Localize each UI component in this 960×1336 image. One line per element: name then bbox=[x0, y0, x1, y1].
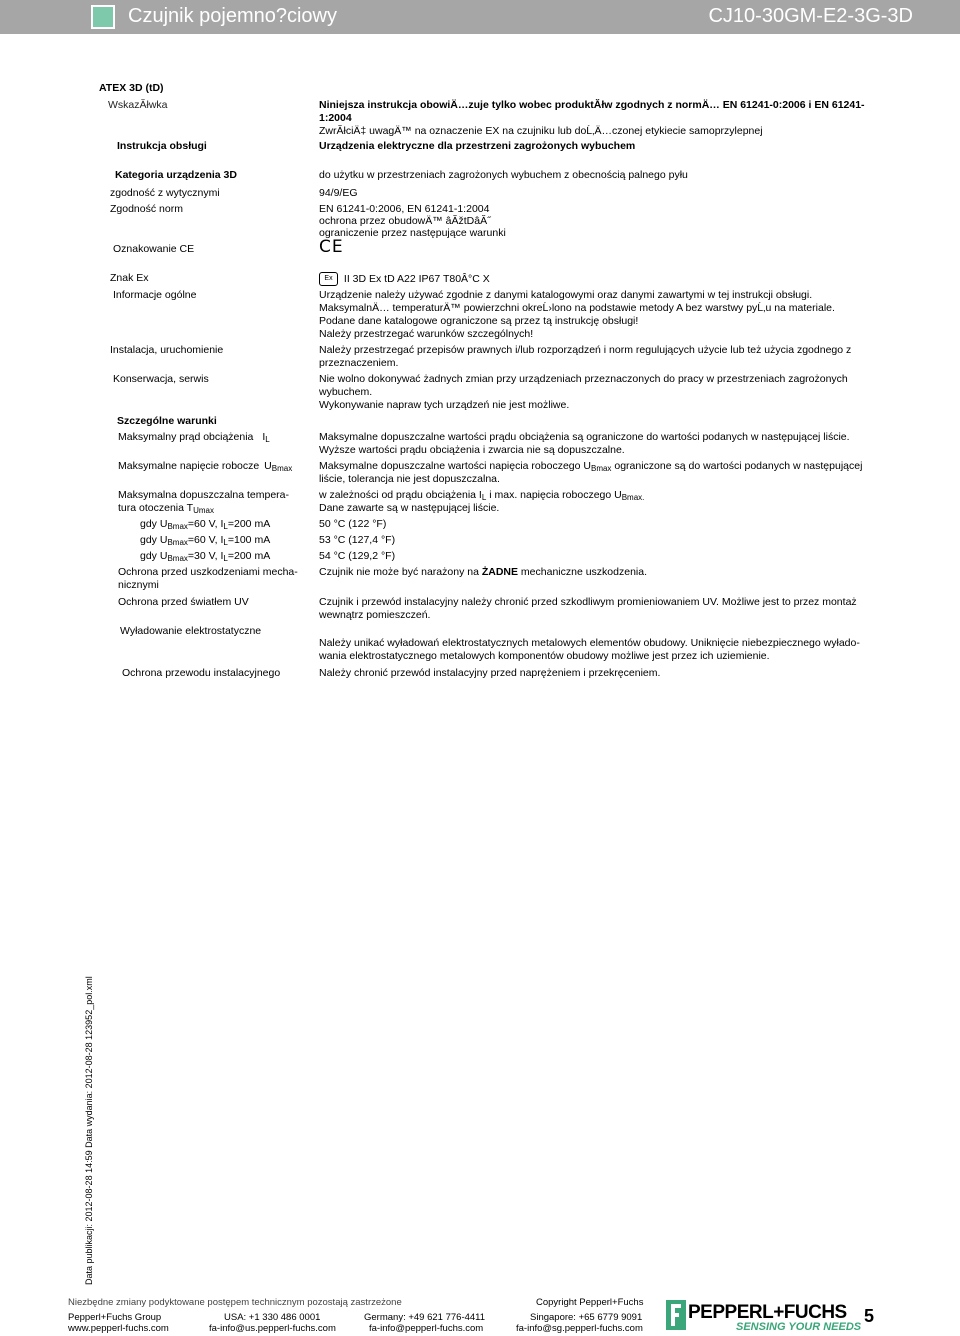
special-title: Szczególne warunki bbox=[117, 415, 217, 427]
konserwacja-value-1: Nie wolno dokonywać żadnych zmian przy urządzeniach przeznaczonych do pracy w przestrzeniach zagrożonych bbox=[319, 373, 848, 385]
ce-label: Oznakowanie CE bbox=[113, 243, 195, 255]
napiecie-value-1: Maksymalne dopuszczalne wartości napięcia roboczego UBmax ograniczone są do wartości podanych w następującej bbox=[319, 460, 863, 473]
instalacja-value-2: przeznaczeniem. bbox=[319, 357, 399, 369]
wskazowka-value-2: 1:2004 bbox=[319, 112, 352, 124]
footer-singapore-mail[interactable]: fa-info@sg.pepperl-fuchs.com bbox=[516, 1323, 643, 1334]
esd-value-1: Należy unikać wyładowań elektrostatycznych metalowych elementów obudowy. Uniknięcie niebezpiecznego wyłado- bbox=[319, 637, 860, 649]
wskazowka-label: WskazĂłwka bbox=[108, 99, 168, 111]
footer-copyright: Copyright Pepperl+Fuchs bbox=[536, 1297, 644, 1308]
condition-row-1-value: 50 °C (122 °F) bbox=[319, 518, 387, 530]
temp-label-2: tura otoczenia TUmax bbox=[118, 502, 214, 515]
logo-tagline: SENSING YOUR NEEDS bbox=[736, 1321, 862, 1333]
zgodnosc-norm-value-3: ograniczenie przez następujące warunki bbox=[319, 227, 506, 239]
mech-label-2: nicznymi bbox=[118, 579, 159, 591]
condition-row-2-value: 53 °C (127,4 °F) bbox=[319, 534, 396, 546]
zgodnosc-wyt-value: 94/9/EG bbox=[319, 187, 358, 199]
condition-row-1-label: gdy UBmax=60 V, IL=200 mA bbox=[140, 518, 271, 531]
esd-label: Wyładowanie elektrostatyczne bbox=[120, 625, 262, 637]
konserwacja-label: Konserwacja, serwis bbox=[113, 373, 209, 385]
document-title: Czujnik pojemno?ciowy bbox=[128, 5, 337, 27]
temp-value-1: w zależności od prądu obciążenia IL i max. napięcia roboczego UBmax. bbox=[319, 489, 645, 502]
instrukcja-value: Urządzenia elektryczne dla przestrzeni zagrożonych wybuchem bbox=[319, 140, 636, 152]
kategoria-value: do użytku w przestrzeniach zagrożonych wybuchem z obecnością palnego pyłu bbox=[319, 169, 688, 181]
konserwacja-value-2: wybuchem. bbox=[319, 386, 373, 398]
temp-label-1: Maksymalna dopuszczalna tempera- bbox=[118, 489, 289, 501]
footer-changes: Niezbędne zmiany podyktowane postępem technicznym pozostają zastrzeżone bbox=[68, 1297, 402, 1308]
konserwacja-value-3: Wykonywanie napraw tych urządzeń nie jest możliwe. bbox=[319, 399, 570, 411]
instalacja-label: Instalacja, uruchomienie bbox=[110, 344, 224, 356]
header-bar bbox=[0, 0, 960, 34]
uv-value-2: wewnątrz pomieszczeń. bbox=[319, 609, 431, 621]
section-title: ATEX 3D (tD) bbox=[99, 82, 164, 94]
uv-label: Ochrona przed światłem UV bbox=[118, 596, 249, 608]
wskazowka-value: Niniejsza instrukcja obowiÄ…zuje tylko wobec produktĂłw zgodnych z normÄ… EN 61241-0:2006 i EN 61241- bbox=[319, 99, 865, 111]
footer-germany-mail[interactable]: fa-info@pepperl-fuchs.com bbox=[369, 1323, 484, 1334]
header-square-icon bbox=[91, 5, 115, 29]
footer-usa-phone: USA: +1 330 486 0001 bbox=[224, 1312, 321, 1323]
zgodnosc-norm-value-1: EN 61241-0:2006, EN 61241-1:2004 bbox=[319, 203, 490, 215]
condition-row-3-value: 54 °C (129,2 °F) bbox=[319, 550, 396, 562]
ex-value: II 3D Ex tD A22 IP67 T80Â°C X bbox=[343, 272, 490, 285]
zgodnosc-wyt-label: zgodność z wytycznymi bbox=[110, 187, 220, 199]
footer-usa-mail[interactable]: fa-info@us.pepperl-fuchs.com bbox=[209, 1323, 336, 1334]
pepperl-fuchs-logo-icon bbox=[666, 1300, 686, 1330]
info-label: Informacje ogólne bbox=[113, 289, 197, 301]
publication-metadata: Data publikacji: 2012-08-28 14:59 Data wydania: 2012-08-28 123952_pol.xml bbox=[84, 976, 94, 1285]
info-value-1: Urządzenie należy używać zgodnie z danymi katalogowymi oraz danymi zawartymi w tej instrukcji obsługi. bbox=[319, 289, 813, 301]
ce-mark-icon: CE bbox=[319, 237, 344, 257]
footer-singapore-phone: Singapore: +65 6779 9091 bbox=[530, 1312, 643, 1323]
prad-label: Maksymalny prąd obciążenia IL bbox=[118, 431, 270, 444]
prad-value-2: Wyższe wartości prądu obciążenia i zwarcia nie są dopuszczalne. bbox=[319, 444, 625, 456]
page-number: 5 bbox=[864, 1306, 875, 1326]
prad-value-1: Maksymalne dopuszczalne wartości prądu obciążenia są ograniczone do wartości podanych w następującej liście. bbox=[319, 431, 850, 443]
ex-hexagon-icon: Ex bbox=[319, 272, 338, 286]
wskazowka-value-3: ZwrĂłciÄ‡ uwagÄ™ na oznaczenie EX na czujniku lub doĹ‚Ä…czonej etykiecie samoprzylepnej bbox=[319, 125, 763, 137]
napiecie-value-2: liście, tolerancja nie jest dopuszczalna. bbox=[319, 473, 500, 485]
footer-group: Pepperl+Fuchs Group bbox=[68, 1312, 162, 1323]
condition-row-2-label: gdy UBmax=60 V, IL=100 mA bbox=[140, 534, 271, 547]
logo-wordmark: PEPPERL+FUCHS bbox=[688, 1302, 847, 1323]
kategoria-label: Kategoria urządzenia 3D bbox=[115, 169, 237, 181]
cable-label: Ochrona przewodu instalacyjnego bbox=[122, 667, 281, 679]
condition-row-3-label: gdy UBmax=30 V, IL=200 mA bbox=[140, 550, 271, 563]
footer-web-link[interactable]: www.pepperl-fuchs.com bbox=[68, 1323, 169, 1334]
info-value-3: Podane dane katalogowe ograniczone są przez tą instrukcję obsługi! bbox=[319, 315, 639, 327]
mech-label-1: Ochrona przed uszkodzeniami mecha- bbox=[118, 566, 298, 578]
ex-mark bbox=[319, 272, 490, 286]
instalacja-value-1: Należy przestrzegać przepisów prawnych i/lub rozporządzeń i norm regulujących użycie lub też użycia zgodnego z bbox=[319, 344, 852, 356]
instrukcja-label: Instrukcja obsługi bbox=[117, 140, 207, 152]
uv-value-1: Czujnik i przewód instalacyjny należy chronić przed szkodliwym promieniowaniem UV. Możliwe jest to przez montaż bbox=[319, 596, 857, 608]
info-value-4: Należy przestrzegać warunków szczególnych! bbox=[319, 328, 534, 340]
footer-germany-phone: Germany: +49 621 776-4411 bbox=[364, 1312, 486, 1323]
info-value-2: MaksymalnÄ… temperaturÄ™ powierzchni okreĹ›lono na podstawie metody A bez warstwy pyĹ‚u na materiale. bbox=[319, 302, 835, 314]
zgodnosc-norm-value-2: ochrona przez obudowÄ™ âĂžtDâĂ˝ bbox=[319, 215, 491, 227]
esd-value-2: wania elektrostatycznego metalowych komponentów obudowy możliwe jest przez ich uziemienie. bbox=[319, 650, 770, 662]
model-number: CJ10-30GM-E2-3G-3D bbox=[708, 5, 913, 27]
mech-value: Czujnik nie może być narażony na ŻADNE mechaniczne uszkodzenia. bbox=[319, 566, 648, 578]
napiecie-label: Maksymalne napięcie robocze UBmax bbox=[118, 460, 293, 473]
temp-value-2: Dane zawarte są w następującej liście. bbox=[319, 502, 500, 514]
zgodnosc-norm-label: Zgodność norm bbox=[110, 203, 183, 215]
ex-label: Znak Ex bbox=[110, 272, 149, 284]
cable-value: Należy chronić przewód instalacyjny przed naprężeniem i przekręceniem. bbox=[319, 667, 661, 679]
